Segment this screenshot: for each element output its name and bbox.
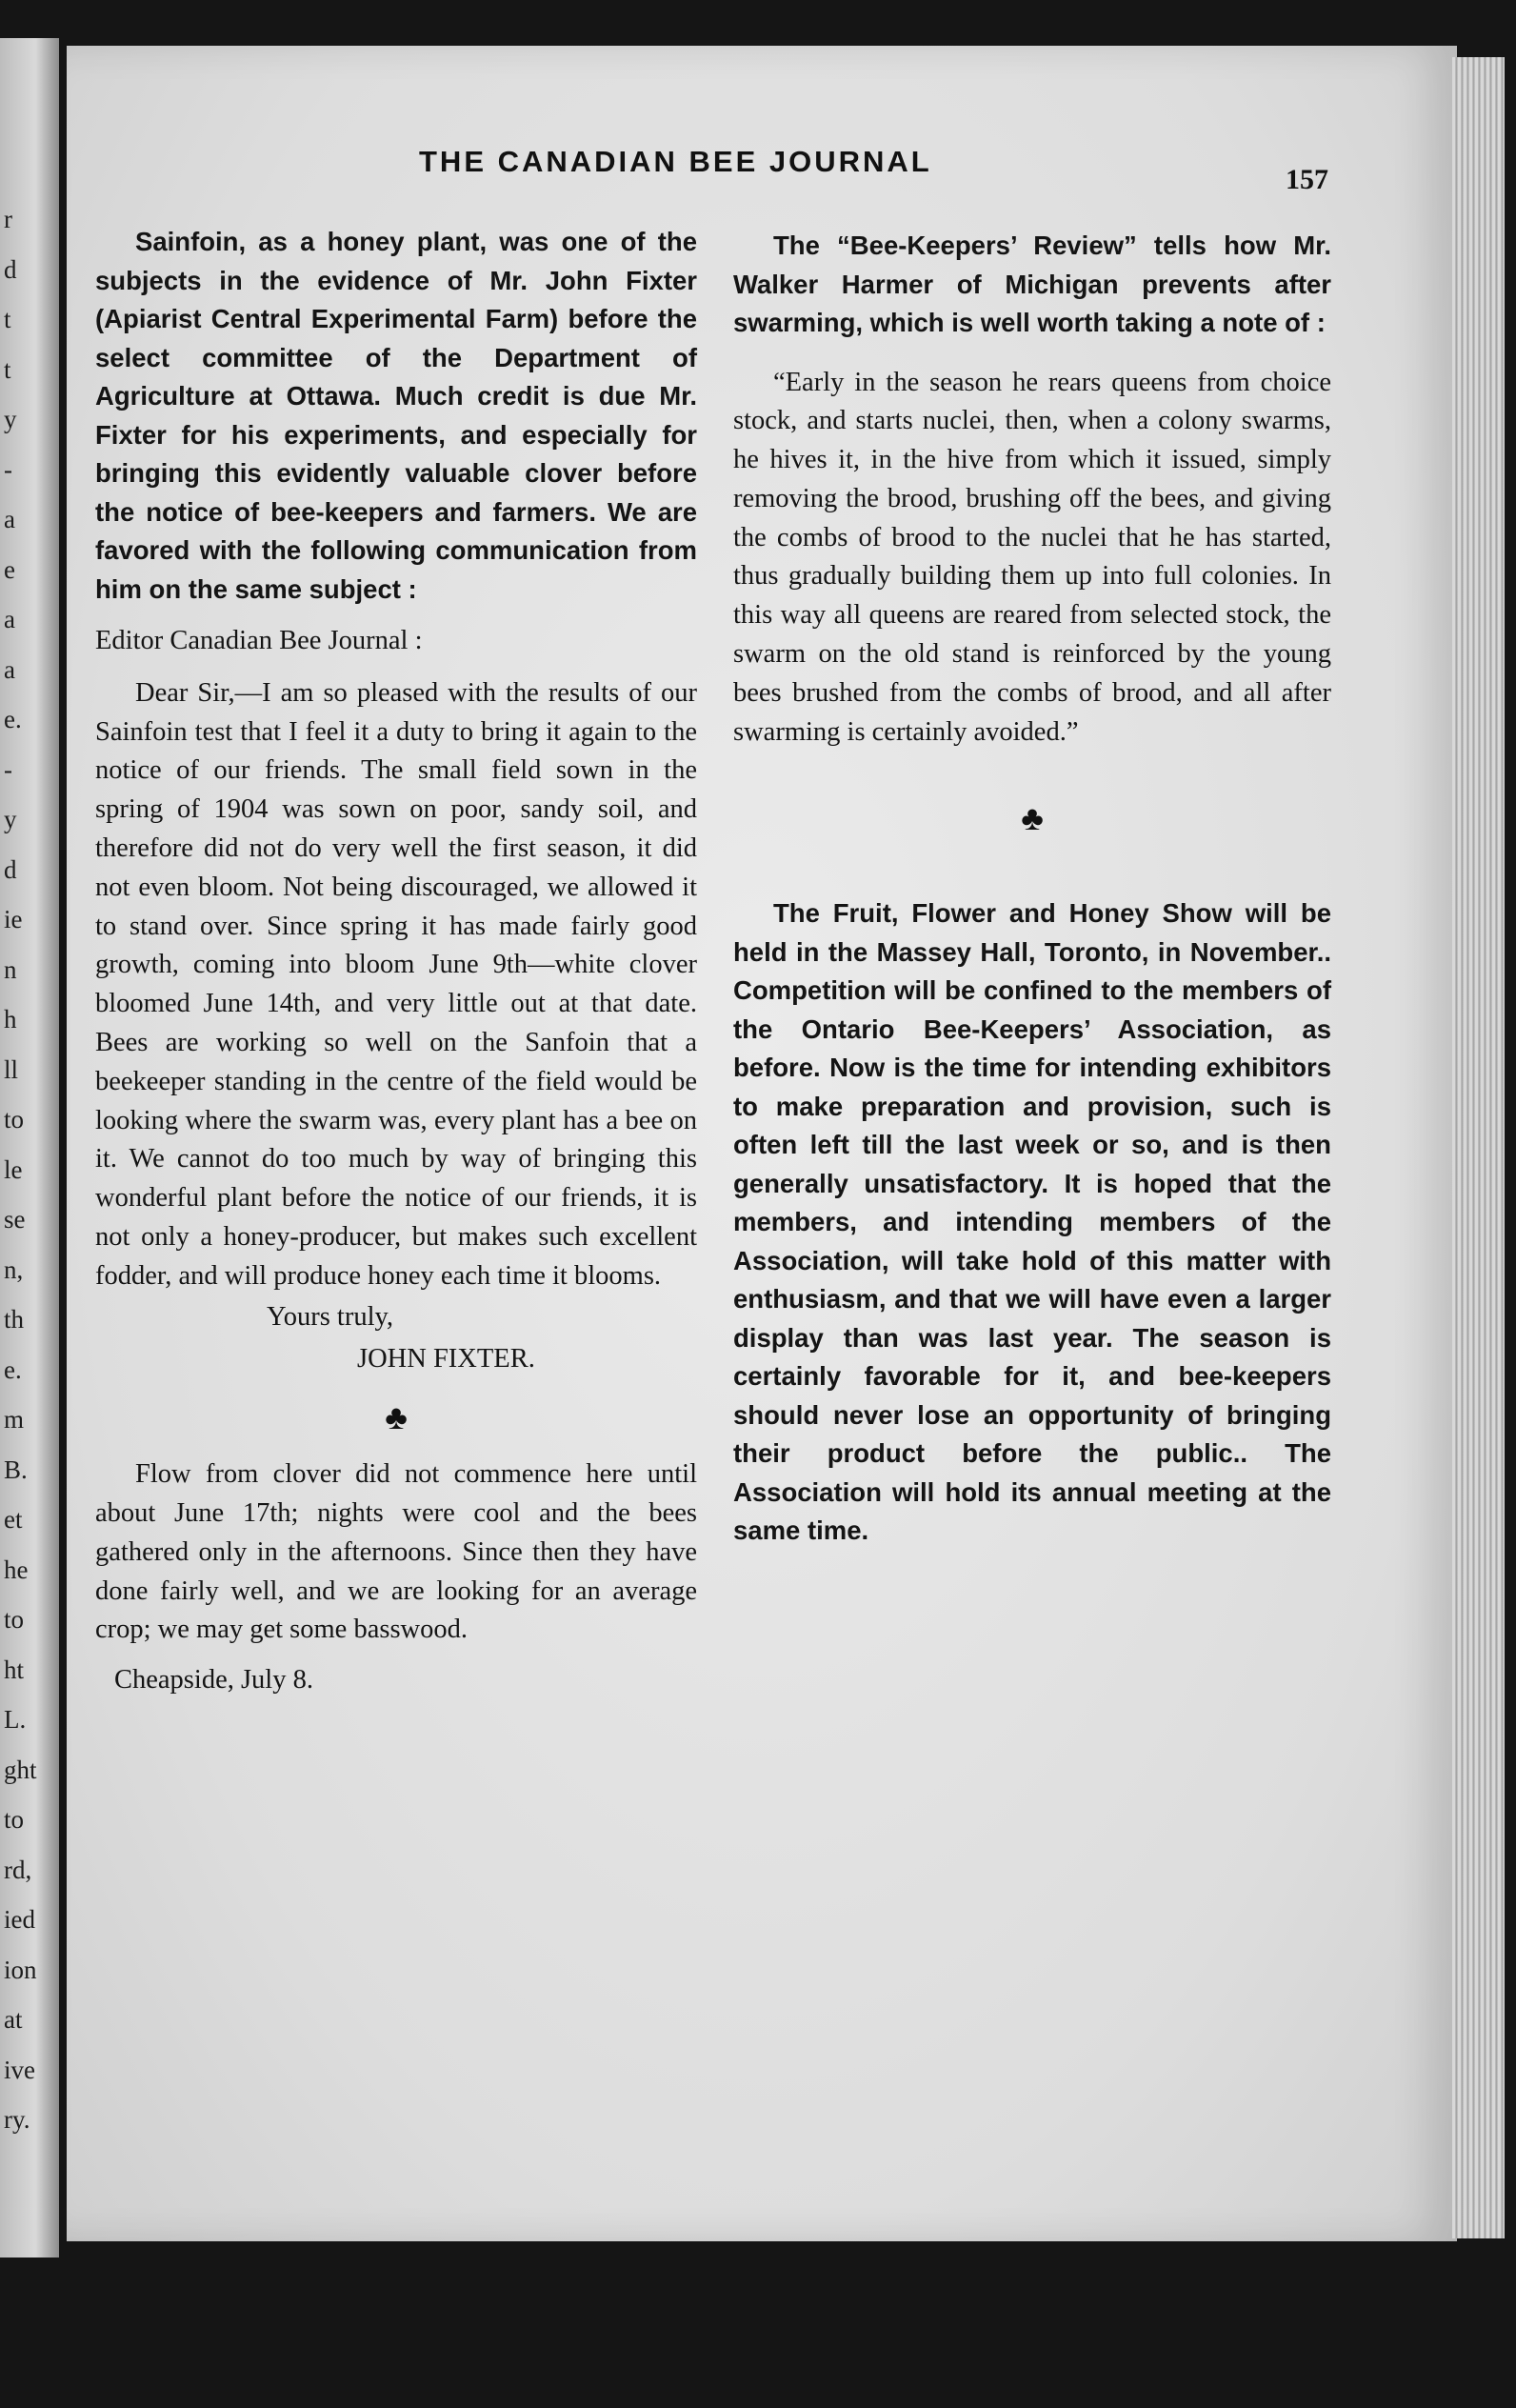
letter-salutation: Editor Canadian Bee Journal : <box>95 626 423 655</box>
margin-fragment: ion <box>4 1955 37 1984</box>
margin-fragment: d <box>4 254 17 284</box>
letter-closing: Yours truly, <box>267 1301 394 1332</box>
margin-fragment: th <box>4 1305 25 1334</box>
margin-fragment: ht <box>4 1655 25 1684</box>
margin-fragment: ry. <box>4 2105 30 2134</box>
review-intro: The “Bee-Keepers’ Review” tells how Mr. Walker Harmer of Michigan prevents after swarming, which is well worth taking a note of : <box>733 231 1331 337</box>
previous-page-edge <box>0 38 59 2258</box>
margin-fragment: e. <box>4 705 22 733</box>
margin-fragment: m <box>4 1405 25 1434</box>
harmer-quote: “Early in the season he rears queens from choice stock, and starts nuclei, then, when a colony swarms, he hives it, in the hive from which it issued, simply removing the brood, brushing off the bees, and giving the combs of brood to the nuclei that he has started, thus gradually building them up into full colonies. In this way all queens are reared from selected stock, the swarm on the old stand is reinforced by the young bees brushed from the combs of brood, and all after swarming is certainly avoided.” <box>733 367 1331 747</box>
letter-signature: JOHN FIXTER. <box>357 1344 535 1375</box>
margin-fragment: n, <box>4 1254 24 1284</box>
margin-fragment: - <box>4 454 12 484</box>
margin-fragment: to <box>4 1805 25 1834</box>
clover-ornament-icon: ♣ <box>385 1398 408 1437</box>
running-head: THE CANADIAN BEE JOURNAL <box>419 145 932 178</box>
page-stack-edge <box>1452 57 1505 2238</box>
section-ornament-icon: ♣ <box>1021 799 1044 838</box>
margin-fragment: L. <box>4 1705 27 1734</box>
margin-fragment: t <box>4 354 11 384</box>
margin-fragment: y <box>4 805 17 833</box>
page-header <box>67 145 1457 202</box>
margin-fragment: rd, <box>4 1855 32 1884</box>
page-number: 157 <box>1286 164 1328 195</box>
margin-fragment: d <box>4 854 17 884</box>
margin-fragment: ght <box>4 1755 37 1784</box>
margin-fragment: n <box>4 954 17 984</box>
margin-fragment: h <box>4 1005 17 1033</box>
margin-fragment: ied <box>4 1905 35 1934</box>
margin-fragment: le <box>4 1154 23 1184</box>
margin-fragment: ive <box>4 2055 35 2084</box>
margin-fragment: - <box>4 754 12 784</box>
margin-fragment: to <box>4 1105 25 1134</box>
margin-fragment: y <box>4 405 17 433</box>
margin-fragment: ie <box>4 905 23 933</box>
margin-fragment: ll <box>4 1054 19 1084</box>
margin-fragment: a <box>4 654 15 684</box>
margin-fragment: e <box>4 554 15 584</box>
left-column <box>95 223 697 1700</box>
fixter-letter-body: Dear Sir,—I am so pleased with the results of our Sainfoin test that I feel it a duty to bring it again to the notice of our friends. The small field sown in the spring of 1904 was sown on poor, sandy soil, and therefore did not do very well the first season, it did not even bloom. Not being discouraged, we allowed it to stand over. Since spring it has made fairly good growth, coming into bloom June 9th—white clover bloomed June 14th, and very little out at that date. Bees are working so well on the Sanfoin that a beekeeper standing in the centre of the field would be looking where the swarm was, every plant has a bee on it. We cannot do too much by way of bringing this wonderful plant before the notice of our friends, it is not only a honey-producer, but makes such excellent fodder, and will produce honey each time it blooms. <box>95 677 697 1291</box>
margin-fragment: a <box>4 605 15 633</box>
margin-fragment: t <box>4 305 11 333</box>
dateline: Cheapside, July 8. <box>114 1665 313 1696</box>
margin-fragment: r <box>4 205 12 233</box>
margin-fragment: e. <box>4 1354 22 1384</box>
sainfoin-intro: Sainfoin, as a honey plant, was one of the subjects in the evidence of Mr. John Fixter (Apiarist Central Experimental Farm) before the select committee of the Department of Agriculture at Ottawa. Much credit is due Mr. Fixter for his experiments, and especially for bringing this evidently valuable clover before the notice of bee-keepers and farmers. We are favored with the following communication from him on the same subject : <box>95 227 697 604</box>
margin-fragment: se <box>4 1205 26 1234</box>
margin-fragment: a <box>4 505 15 533</box>
clover-flow-note: Flow from clover did not commence here until about June 17th; nights were cool and the bees gathered only in the afternoons. Since then they have done fairly well, and we are looking for an average crop; we may get some basswood. <box>95 1459 697 1645</box>
margin-fragment: B. <box>4 1455 28 1484</box>
margin-fragment: he <box>4 1555 29 1584</box>
margin-fragment: at <box>4 2005 23 2034</box>
margin-fragment: to <box>4 1605 25 1634</box>
honey-show-notice: The Fruit, Flower and Honey Show will be held in the Massey Hall, Toronto, in November.. Competition will be confined to the members of the Ontario Bee-Keepers’ Association, as before. Now is the time for intending exhibitors to make preparation and provision, such is often left till the last week or so, and is then generally unsatisfactory. It is hoped that the members, and intending members of the Association, will take hold of this matter with enthusiasm, and that we will have even a larger display than was last year. The season is certainly favorable for it, and bee-keepers should never lose an opportunity of bringing their product before the public.. The Association will hold its annual meeting at the same time. <box>733 898 1331 1546</box>
right-column <box>733 227 1331 1551</box>
margin-fragment: et <box>4 1505 23 1534</box>
